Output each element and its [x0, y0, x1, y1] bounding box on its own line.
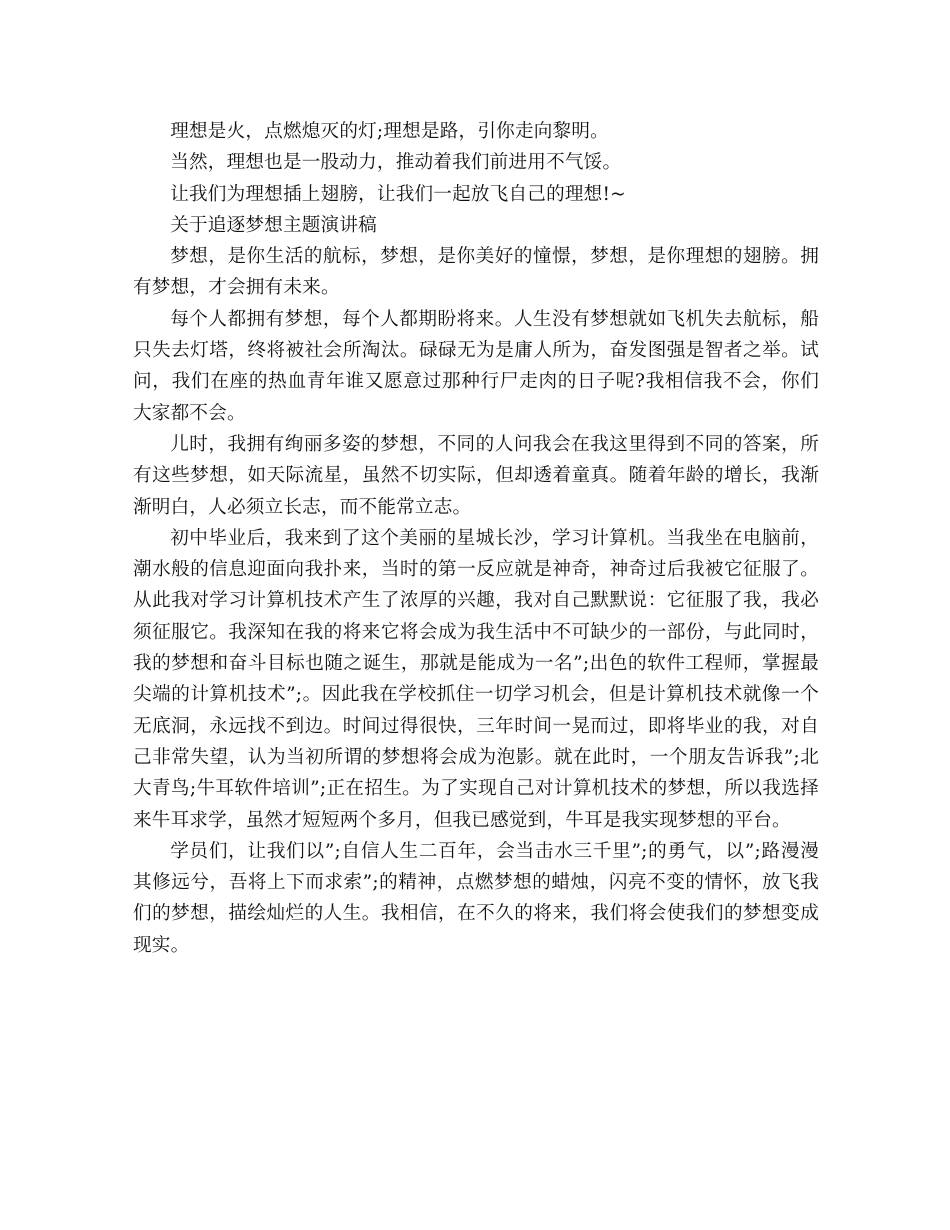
paragraph-ideal-fire: 理想是火，点燃熄灭的灯;理想是路，引你走向黎明。 [170, 121, 609, 142]
paragraph-ideal-wings: 让我们为理想插上翅膀，让我们一起放飞自己的理想!~ [170, 183, 626, 205]
document-body [133, 116, 819, 961]
paragraph-closing: 学员们，让我们以”;自信人生二百年，会当击水三千里”;的勇气，以”;路漫漫其修远兮，吾将上下而求索”;的精神，点燃梦想的蜡烛，闪亮不变的情怀，放飞我们的梦想，描绘灿烂的人生。我相信，在不久的将来，我们将会使我们的梦想变成现实。 [133, 840, 819, 956]
paragraph-dream-beacon: 梦想，是你生活的航标，梦想，是你美好的憧憬，梦想，是你理想的翅膀。拥有梦想，才会拥有未来。 [133, 246, 819, 299]
section-heading: 关于追逐梦想主题演讲稿 [170, 214, 377, 236]
paragraph-ideal-power: 当然，理想也是一股动力，推动着我们前进用不气馁。 [170, 152, 622, 174]
paragraph-computer-study: 初中毕业后，我来到了这个美丽的星城长沙，学习计算机。当我坐在电脑前，潮水般的信息迎面向我扑来，当时的第一反应就是神奇，神奇过后我被它征服了。从此我对学习计算机技术产生了浓厚的兴趣，我对自己默默说：它征服了我，我必须征服它。我深知在我的将来它将会成为我生活中不可缺少的一部份，与此同时，我的梦想和奋斗目标也随之诞生，那就是能成为一名”;出色的软件工程师，掌握最尖端的计算机技术”;。因此我在学校抓住一切学习机会，但是计算机技术就像一个无底洞，永远找不到边。时间过得很快，三年时间一晃而过，即将毕业的我，对自己非常失望，认为当初所谓的梦想将会成为泡影。就在此时，一个朋友告诉我”;北大青鸟;牛耳软件培训”;正在招生。为了实现自己对计算机技术的梦想，所以我选择来牛耳求学，虽然才短短两个多月，但我已感觉到，牛耳是我实现梦想的平台。 [133, 527, 819, 831]
paragraph-childhood: 儿时，我拥有绚丽多姿的梦想，不同的人问我会在我这里得到不同的答案，所有这些梦想，如天际流星，虽然不切实际，但却透着童真。随着年龄的增长，我渐渐明白，人必须立长志，而不能常立志。 [133, 433, 819, 518]
paragraph-everyone-dreams: 每个人都拥有梦想，每个人都期盼将来。人生没有梦想就如飞机失去航标，船只失去灯塔，终将被社会所淘汰。碌碌无为是庸人所为，奋发图强是智者之举。试问，我们在座的热血青年谁又愿意过那种行尸走肉的日子呢?我相信我不会，你们大家都不会。 [133, 308, 819, 424]
